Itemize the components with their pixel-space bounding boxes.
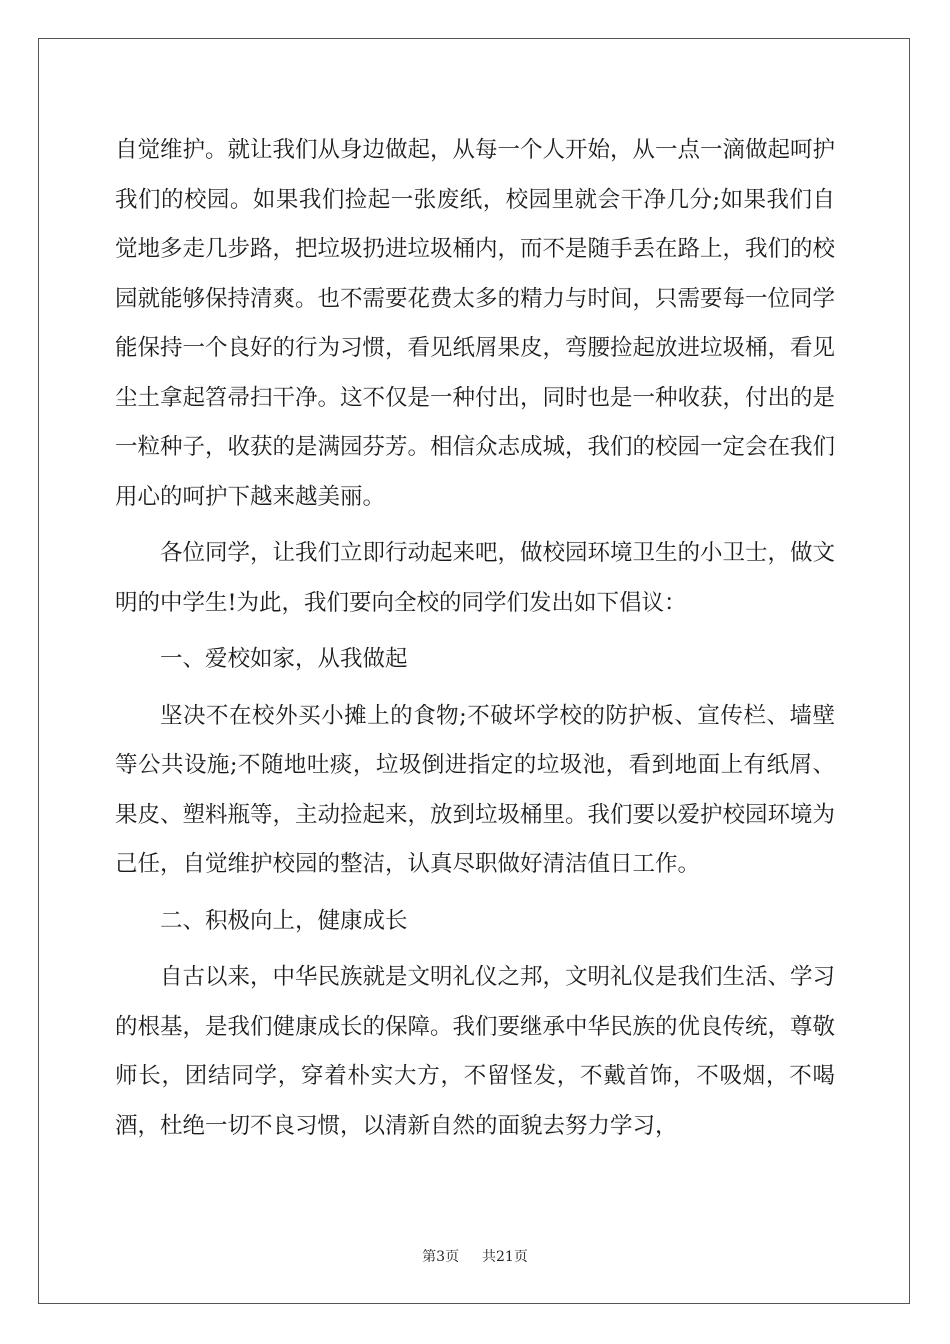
section-heading-1: 一、爱校如家，从我做起 <box>160 646 408 672</box>
page-total: 共21页 <box>482 1249 528 1265</box>
document-body <box>115 126 835 1151</box>
paragraph-3: 坚决不在校外买小摊上的食物;不破坏学校的防护板、宣传栏、墙壁等公共设施;不随地吐痰，垃圾倒进指定的垃圾池，看到地面上有纸屑、果皮、塑料瓶等，主动捡起来，放到垃圾桶里。我们要以爱护校园环境为己任，自觉维护校园的整洁，认真尽职做好清洁值日工作。 <box>115 702 836 877</box>
paragraph-1: 自觉维护。就让我们从身边做起，从每一个人开始，从一点一滴做起呵护我们的校园。如果我们捡起一张废纸，校园里就会干净几分;如果我们自觉地多走几步路，把垃圾扔进垃圾桶内，而不是随手丢在路上，我们的校园就能够保持清爽。也不需要花费太多的精力与时间，只需要每一位同学能保持一个良好的行为习惯，看见纸屑果皮，弯腰捡起放进垃圾桶，看见尘土拿起笤帚扫干净。这不仅是一种付出，同时也是一种收获，付出的是一粒种子，收获的是满园芬芳。相信众志成城，我们的校园一定会在我们用心的呵护下越来越美丽。 <box>115 137 836 510</box>
paragraph-4: 自古以来，中华民族就是文明礼仪之邦，文明礼仪是我们生活、学习的根基，是我们健康成长的保障。我们要继承中华民族的优良传统，尊敬师长，团结同学，穿着朴实大方，不留怪发，不戴首饰，不吸烟，不喝酒，杜绝一切不良习惯，以清新自然的面貌去努力学习， <box>115 964 836 1139</box>
paragraph-2: 各位同学，让我们立即行动起来吧，做校园环境卫生的小卫士，做文明的中学生!为此，我们要向全校的同学们发出如下倡议： <box>115 540 836 616</box>
section-heading-2: 二、积极向上，健康成长 <box>160 907 408 934</box>
page-footer <box>0 1246 950 1266</box>
page-number: 第3页 <box>422 1249 460 1265</box>
